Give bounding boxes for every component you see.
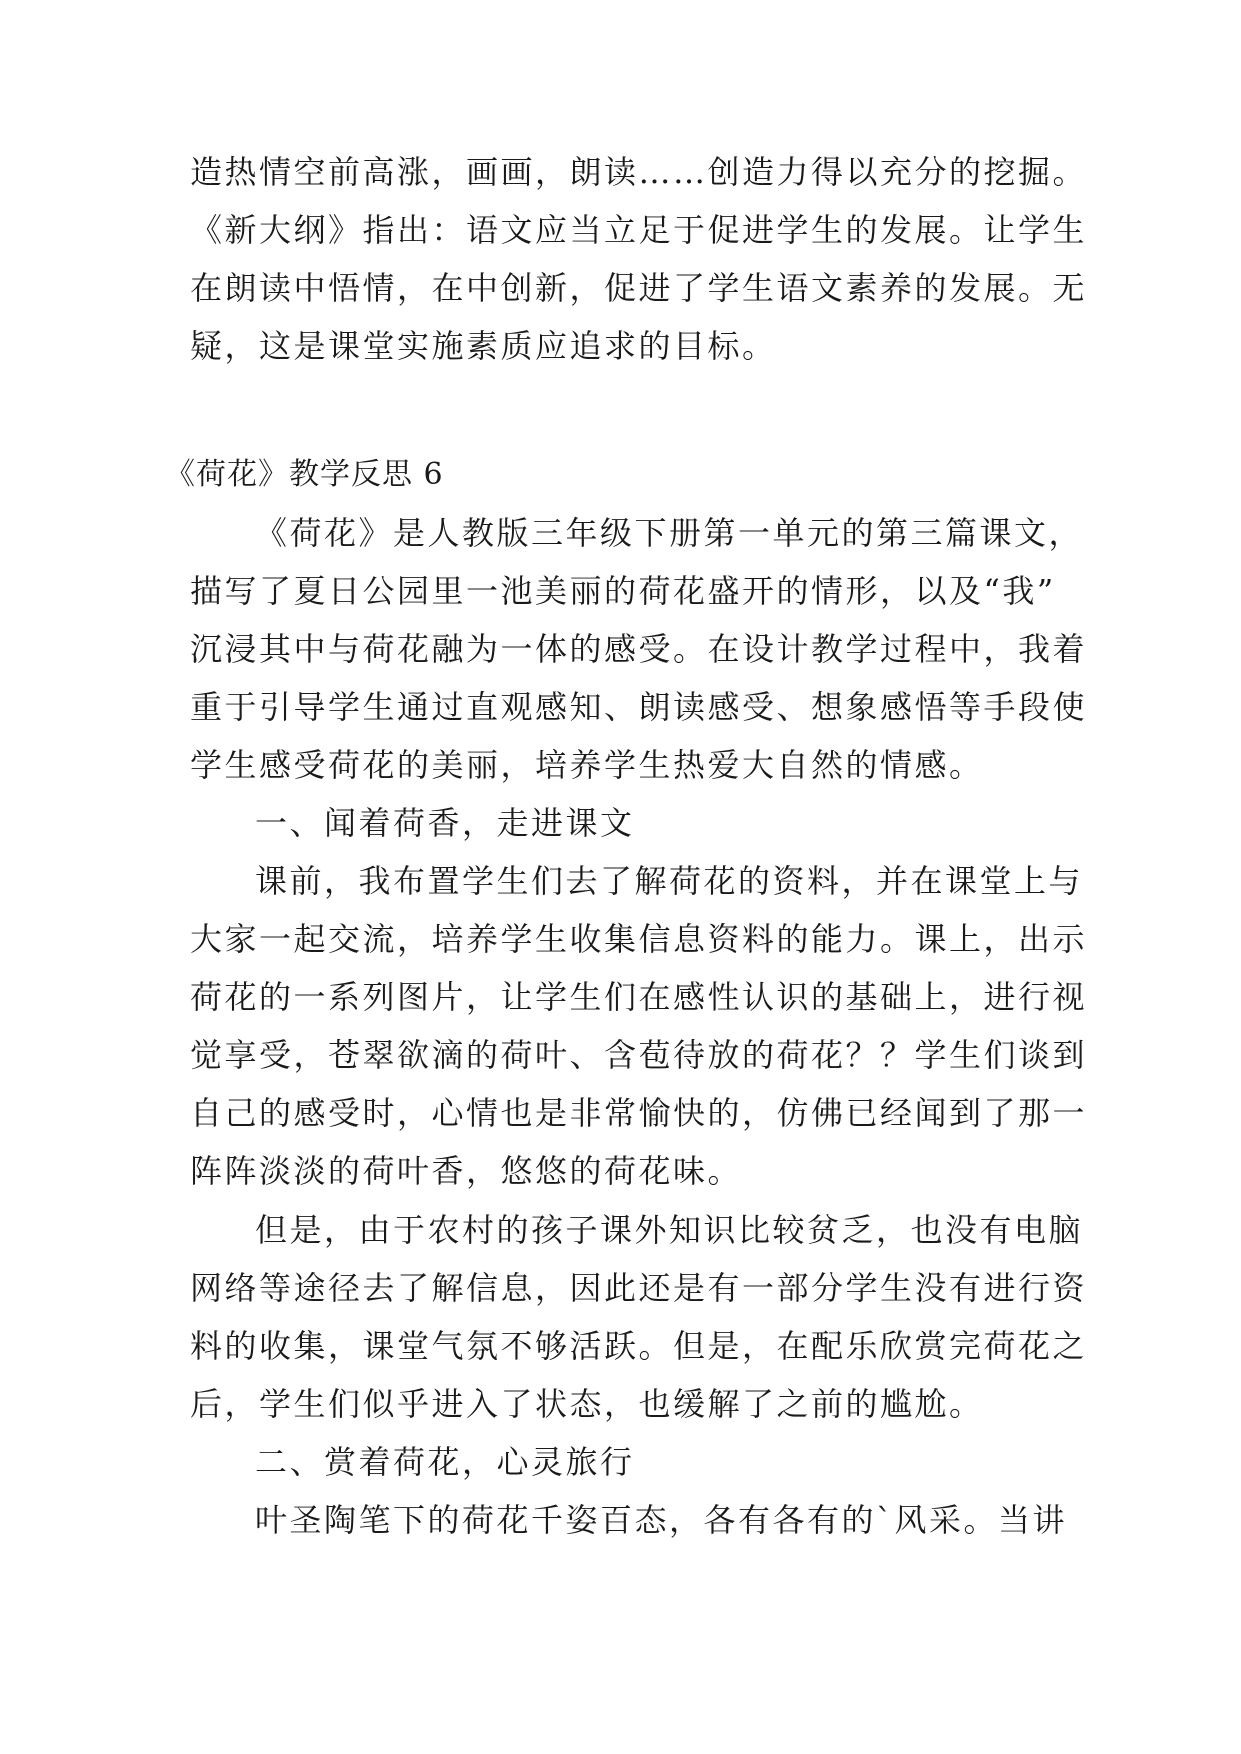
paragraph-1-line-3: 沉浸其中与荷花融为一体的感受。在设计教学过程中，我着 xyxy=(190,630,1088,668)
paragraph-3-line-2: 网络等途径去了解信息，因此还是有一部分学生没有进行资 xyxy=(190,1269,1088,1307)
paragraph-2-line-4: 觉享受，苍翠欲滴的荷叶、含苞待放的荷花？？学生们谈到 xyxy=(190,1036,1088,1074)
intro-line-3: 在朗读中悟情，在中创新，促进了学生语文素养的发展。无 xyxy=(190,269,1088,307)
paragraph-3-line-3: 料的收集，课堂气氛不够活跃。但是，在配乐欣赏完荷花之 xyxy=(190,1327,1088,1365)
paragraph-2-line-5: 自己的感受时，心情也是非常愉快的，仿佛已经闻到了那一 xyxy=(190,1094,1088,1132)
subheading-1: 一、闻着荷香，走进课文 xyxy=(255,804,635,842)
intro-line-4: 疑，这是课堂实施素质应追求的目标。 xyxy=(190,327,777,365)
section-title: 《荷花》教学反思 6 xyxy=(165,457,444,492)
paragraph-2-line-2: 大家一起交流，培养学生收集信息资料的能力。课上，出示 xyxy=(190,920,1088,958)
paragraph-1-line-5: 学生感受荷花的美丽，培养学生热爱大自然的情感。 xyxy=(190,746,984,784)
paragraph-4-line-1: 叶圣陶笔下的荷花千姿百态，各有各有的`风采。当讲 xyxy=(255,1501,1068,1539)
paragraph-1-line-2: 描写了夏日公园里一池美丽的荷花盛开的情形，以及“我” xyxy=(190,572,1056,610)
paragraph-1-line-1: 《荷花》是人教版三年级下册第一单元的第三篇课文， xyxy=(255,514,1084,552)
paragraph-2-line-1: 课前，我布置学生们去了解荷花的资料，并在课堂上与 xyxy=(255,862,1084,900)
paragraph-1-line-4: 重于引导学生通过直观感知、朗读感受、想象感悟等手段使 xyxy=(190,688,1088,726)
paragraph-2-line-6: 阵阵淡淡的荷叶香，悠悠的荷花味。 xyxy=(190,1152,743,1190)
paragraph-3-line-1: 但是，由于农村的孩子课外知识比较贫乏，也没有电脑 xyxy=(255,1211,1084,1249)
paragraph-2-line-3: 荷花的一系列图片，让学生们在感性认识的基础上，进行视 xyxy=(190,978,1088,1016)
intro-line-2: 《新大纲》指出：语文应当立足于促进学生的发展。让学生 xyxy=(190,211,1088,249)
paragraph-3-line-4: 后，学生们似乎进入了状态，也缓解了之前的尴尬。 xyxy=(190,1385,984,1423)
intro-line-1: 造热情空前高涨，画画，朗读……创造力得以充分的挖掘。 xyxy=(190,153,1088,191)
subheading-2: 二、赏着荷花，心灵旅行 xyxy=(255,1443,635,1481)
